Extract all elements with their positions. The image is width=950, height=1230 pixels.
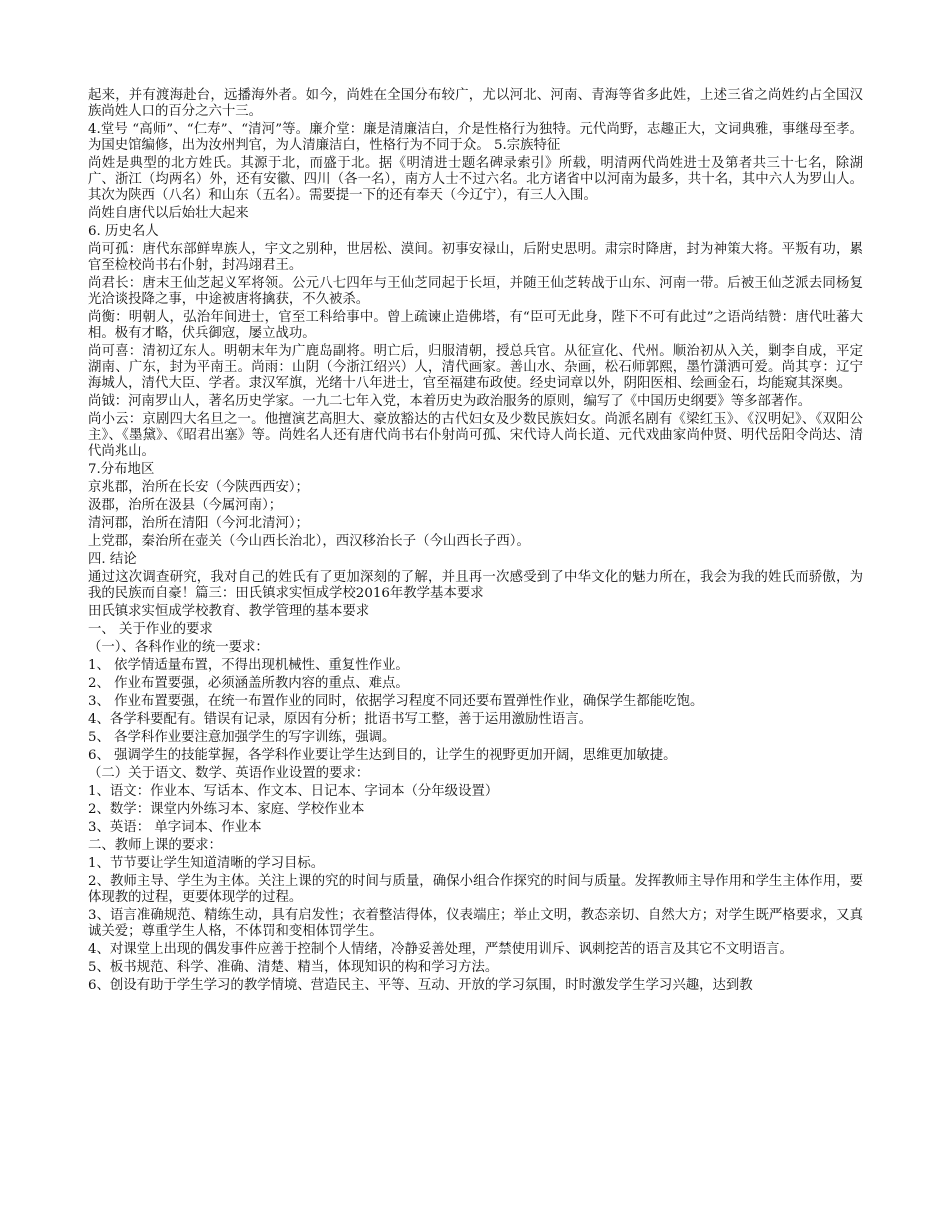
heading-homework-requirements: 一、 关于作业的要求	[88, 622, 213, 637]
subheading-subject-homework: （二）关于语文、数学、英语作业设置的要求：	[88, 766, 370, 781]
list-item-class-5: 5、板书规范、科学、准确、清楚、精当，体现知识的构和学习方法。	[88, 960, 499, 975]
paragraph-conclusion: 通过这次调查研究，我对自己的姓氏有了更加深刻的了解，并且再一次感受到了中华文化的魅力所在，我会为我的姓氏而骄傲，为我的民族而自豪！篇三：田氏镇求实恒成学校2016年教学基本要求	[88, 570, 863, 601]
heading-historical-figures: 6. 历史名人	[88, 224, 159, 239]
list-item-homework-3: 3、 作业布置要强，在统一布置作业的同时，依据学习程度不同还要布置弹性作业，确保学生都能吃饱。	[88, 694, 704, 709]
document-body	[88, 88, 863, 996]
heading-conclusion: 四. 结论	[88, 552, 137, 567]
heading-distribution-areas: 7.分布地区	[88, 462, 155, 477]
heading-school-requirements: 田氏镇求实恒成学校教育、教学管理的基本要求	[88, 604, 370, 619]
list-item-homework-4: 4、各学科要配有。错误有记录，原因有分析；批语书写工整，善于运用激励性语言。	[88, 712, 592, 727]
paragraph-jijun: 汲郡，治所在汲县（今属河南）；	[88, 498, 283, 513]
list-item-math: 2、数学：课堂内外练习本、家庭、学校作业本	[88, 802, 365, 817]
paragraph-hall-name: 4.堂号 “高师”、“仁寿”、“清河”等。廉介堂：廉是清廉洁白，介是性格行为独特。元代尚野，志趣正大，文词典雅，事继母至孝。为国史馆编修，出为汝州判官，为人清廉洁白，性格行为不同于众。 5.宗族特征	[88, 122, 863, 153]
paragraph-shang-junzhang: 尚君长：唐末王仙芝起义军将领。公元八七四年与王仙芝同起于长垣，并随王仙芝转战于山东、河南一带。后被王仙芝派去同杨复光洽谈投降之事，中途被唐将擒获，不久被杀。	[88, 276, 863, 307]
list-item-class-4: 4、对课堂上出现的偶发事件应善于控制个人情绪，冷静妥善处理，严禁使用训斥、讽刺挖苦的语言及其它不文明语言。	[88, 942, 793, 957]
paragraph-qinghe: 清河郡，治所在清阳（今河北清河）；	[88, 516, 309, 531]
list-item-chinese: 1、语文：作业本、写话本、作文本、日记本、字词本（分年级设置）	[88, 784, 499, 799]
paragraph-shang-kegu: 尚可孤：唐代东部鲜卑族人，宇文之别种，世居松、漠间。初事安禄山，后附史思明。肃宗时降唐，封为神策大将。平叛有功，累官至检校尚书右仆射，封冯翊君王。	[88, 242, 863, 273]
list-item-class-2: 2、教师主导、学生为主体。关注上课的究的时间与质量，确保小组合作探究的时间与质量。发挥教师主导作用和学生主体作用，要体现教的过程，更要体现学的过程。	[88, 874, 863, 905]
paragraph-shang-xiaoyun: 尚小云：京剧四大名旦之一。他擅演艺高胆大、豪放豁达的古代妇女及少数民族妇女。尚派名剧有《梁红玉》、《汉明妃》、《双阳公主》、《墨黛》、《昭君出塞》等。尚姓名人还有唐代尚书右仆射尚可孤、宋代诗人尚长道、元代戏曲家尚仲贤、明代岳阳令尚达、清代尚兆山。	[88, 412, 863, 459]
paragraph-clan-features: 尚姓是典型的北方姓氏。其源于北，而盛于北。据《明清进士题名碑录索引》所载，明清两代尚姓进士及第者共三十七名，除湖广、浙江（均两名）外，还有安徽、四川（各一名），南方人士不过六名。北方诸省中以河南为最多，共十名，其中六人为罗山人。其次为陕西（八名）和山东（五名）。需要提一下的还有奉天（今辽宁），有三人入围。	[88, 156, 863, 203]
paragraph-surname-distribution: 起来，并有渡海赴台，远播海外者。如今，尚姓在全国分布较广，尤以河北、河南、青海等省多此姓，上述三省之尚姓约占全国汉族尚姓人口的百分之六十三。	[88, 88, 863, 119]
subheading-unified-requirements: （一）、各科作业的统一要求：	[88, 640, 269, 655]
list-item-class-3: 3、语言准确规范、精练生动，具有启发性；衣着整洁得体，仪表端庄；举止文明，教态亲切、自然大方；对学生既严格要求，又真诚关爱；尊重学生人格，不体罚和变相体罚学生。	[88, 908, 863, 939]
list-item-class-1: 1、节节要让学生知道清晰的学习目标。	[88, 856, 325, 871]
list-item-homework-2: 2、 作业布置要强，必须涵盖所教内容的重点、难点。	[88, 676, 409, 691]
paragraph-shangdang: 上党郡，秦治所在壶关（今山西长治北），西汉移治长子（今山西长子西）。	[88, 534, 530, 549]
list-item-homework-1: 1、 依学情适量布置，不得出现机械性、重复性作业。	[88, 658, 409, 673]
paragraph-shang-yue: 尚钺：河南罗山人，著名历史学家。一九二七年入党，本着历史为政治服务的原则，编写了《中国历史纲要》等多部著作。	[88, 394, 812, 409]
heading-class-requirements: 二、教师上课的要求：	[88, 838, 222, 853]
list-item-english: 3、英语： 单字词本、作业本	[88, 820, 262, 835]
paragraph-jingzhao: 京兆郡，治所在长安（今陕西西安）；	[88, 480, 309, 495]
paragraph-tang-rise: 尚姓自唐代以后始壮大起来	[88, 206, 249, 221]
paragraph-shang-kexi: 尚可喜：清初辽东人。明朝末年为广鹿岛副将。明亡后，归服清朝，授总兵官。从征宣化、代州。顺治初从入关，剿李自成，平定湖南、广东，封为平南王。尚雨：山阴（今浙江绍兴）人，清代画家。善山水、杂画，松石师郭熙，墨竹潇洒可爱。尚其亨：辽宁海城人，清代大臣、学者。隶汉军旗，光绪十八年进士，官至福建布政使。经史词章以外，阴阳医相、绘画金石，均能窥其深奥。	[88, 344, 863, 391]
paragraph-shang-heng: 尚衡：明朝人，弘治年间进士，官至工科给事中。曾上疏谏止造佛塔，有“臣可无此身，陛下不可有此过”之语尚结赞：唐代吐蕃大相。极有才略，伏兵御寇，屡立战功。	[88, 310, 863, 341]
list-item-homework-5: 5、 各学科作业要注意加强学生的写字训练，强调。	[88, 730, 396, 745]
list-item-homework-6: 6、 强调学生的技能掌握，各学科作业要让学生达到目的，让学生的视野更加开阔，思维更加敏捷。	[88, 748, 677, 763]
list-item-class-6: 6、创设有助于学生学习的教学情境、营造民主、平等、互动、开放的学习氛围，时时激发学生学习兴趣，达到教	[88, 978, 753, 993]
